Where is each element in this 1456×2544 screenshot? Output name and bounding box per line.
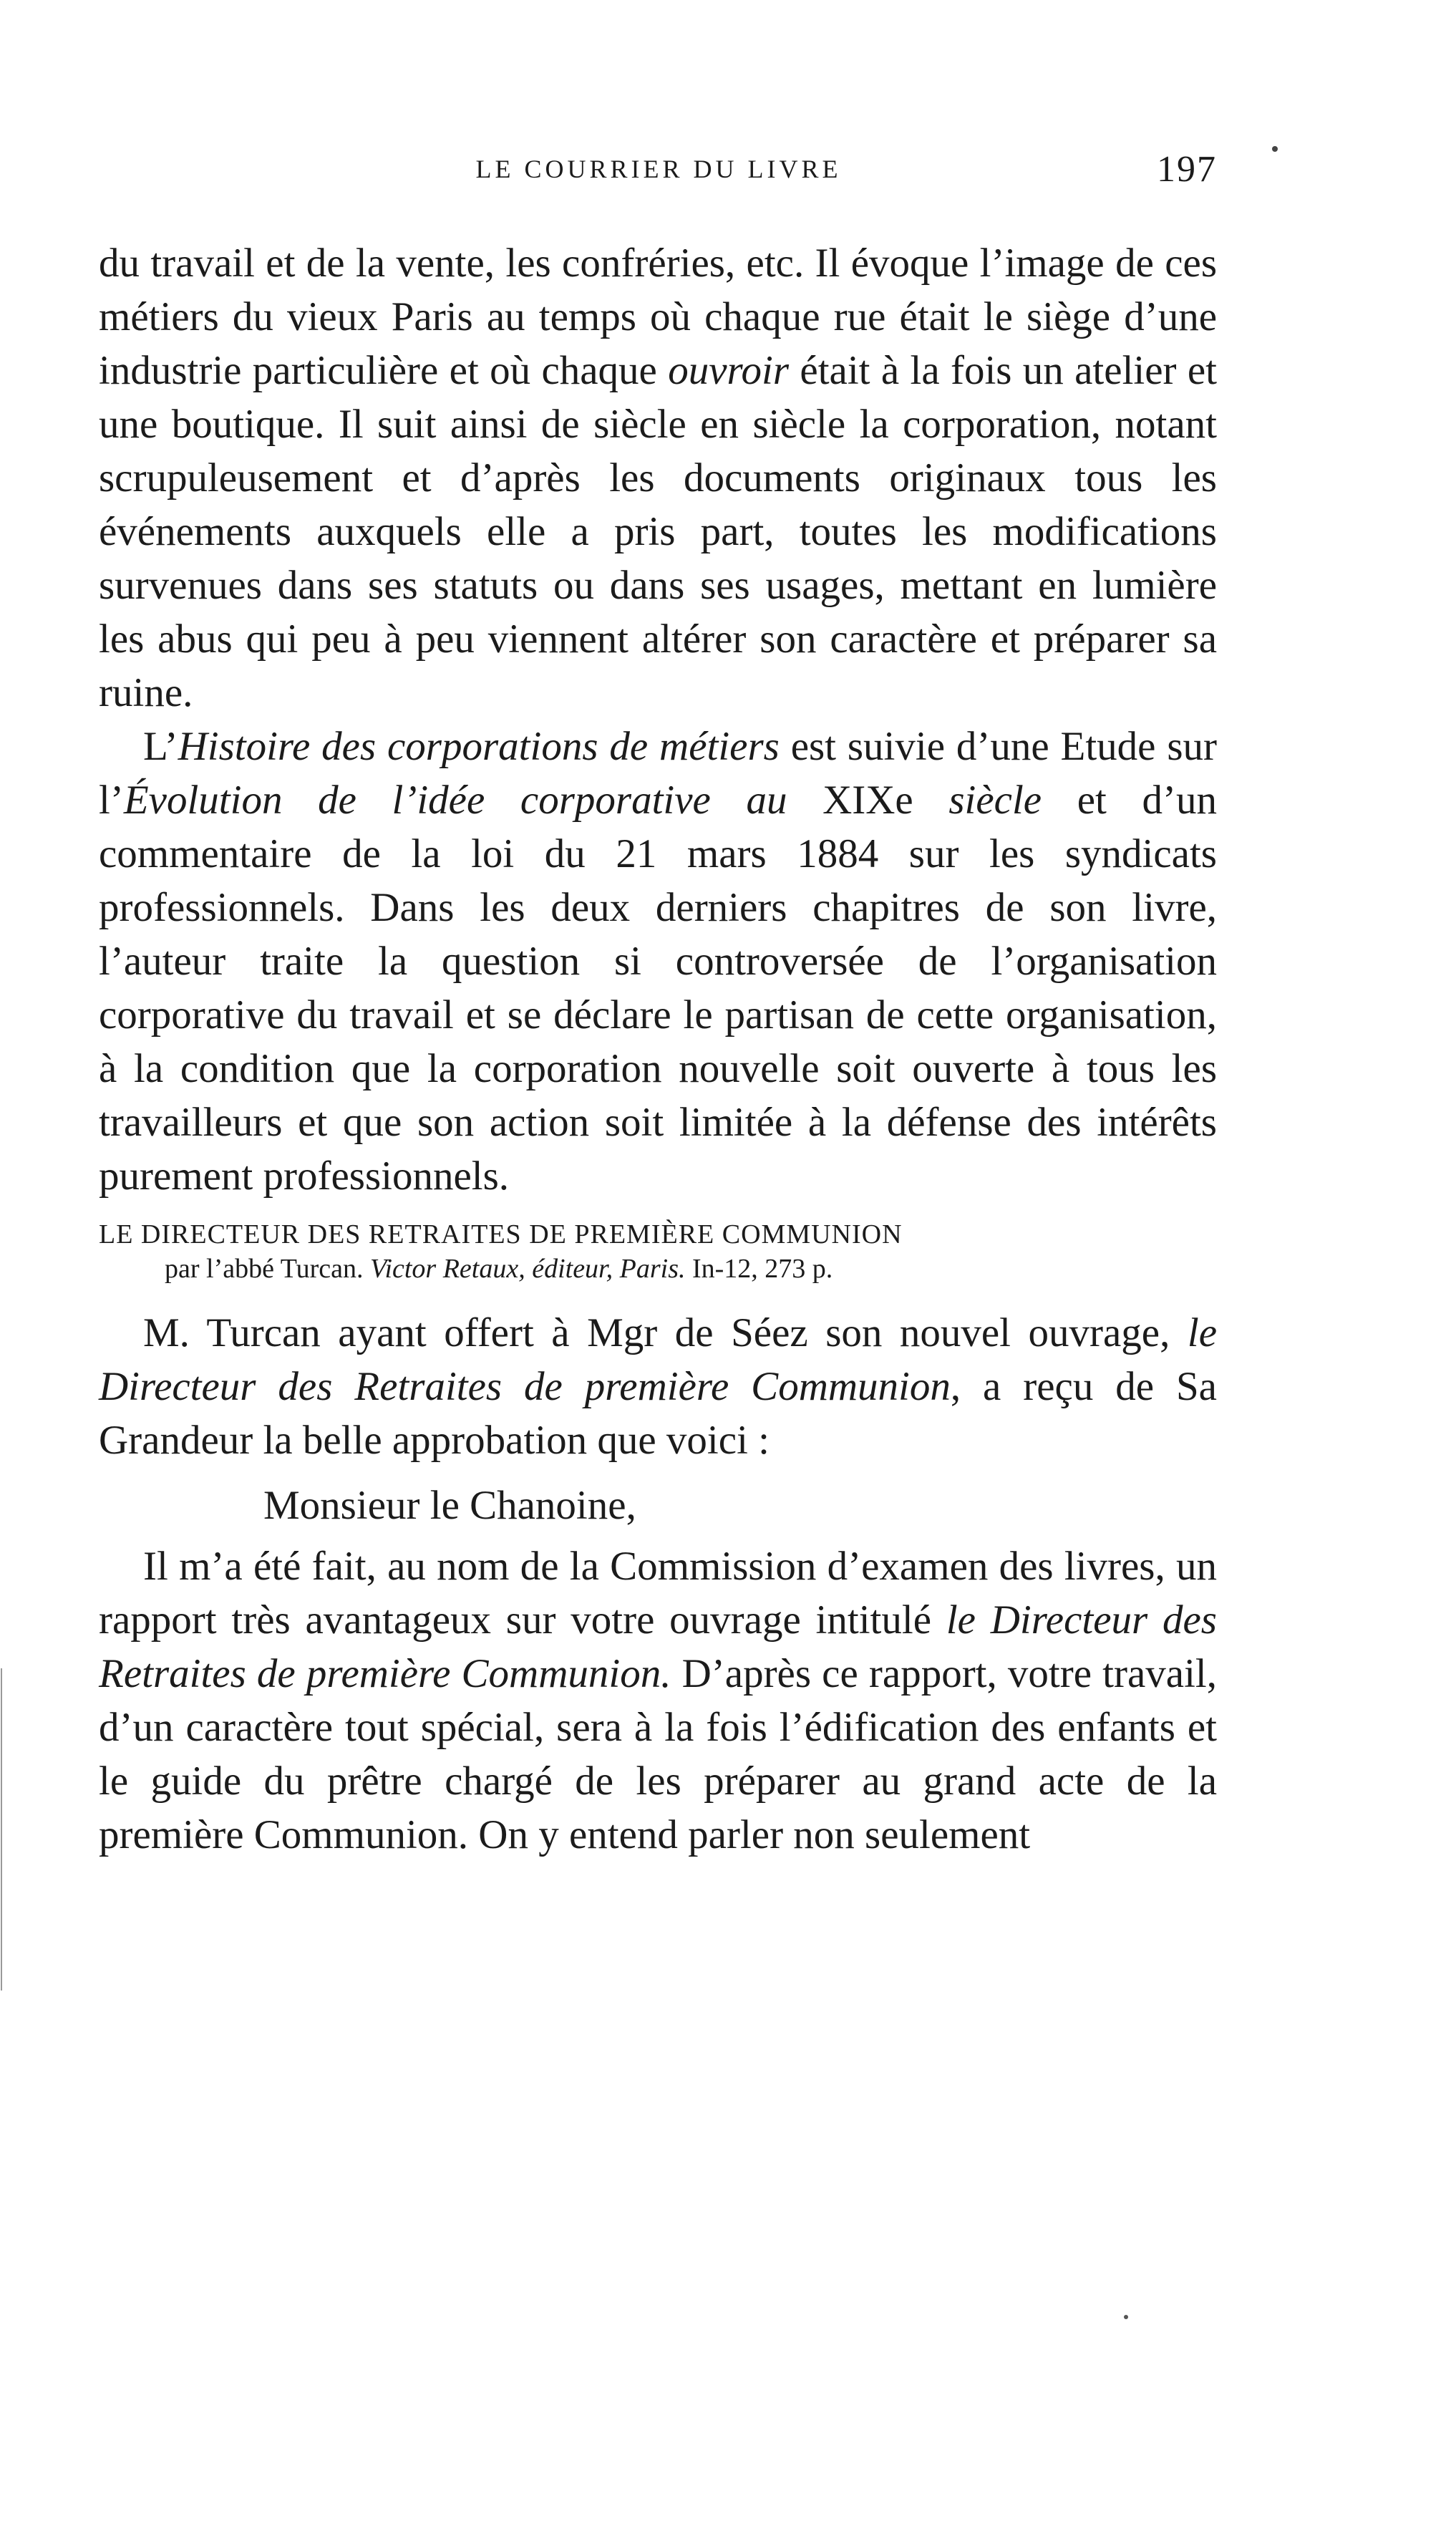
paragraph-2-text-b: est suivie d’une Etude sur l’ (99, 724, 1218, 823)
review-author: par l’abbé Turcan. (165, 1254, 364, 1284)
paragraph-2 (99, 720, 1217, 1203)
letter-italic-title: le Directeur des Retraites de première Communion. (99, 1597, 1217, 1696)
body-text (99, 236, 1217, 1862)
running-head: LE COURRIER DU LIVRE (475, 155, 842, 183)
letter-salutation: Monsieur le Chanoine, (263, 1483, 636, 1528)
paragraph-3-text-b: , a reçu de Sa Grandeur la belle approbation que voici : (99, 1364, 1217, 1463)
paragraph-2-text-d: et d’un commentaire de la loi du 21 mars 1884 sur les syndicats professionnels. Dans les deux derniers chapitres de son livre, l’auteur traite la question si controversée de l’organisation corporative du travail et se déclare le partisan de cette organisation, à la condition que la corporation nouvelle soit ouverte à tous les travailleurs et que son action soit limitée à la défense des intérêts purement professionnels. (99, 778, 1217, 1199)
letter-paragraph (99, 1539, 1217, 1862)
paragraph-2-italic-histoire: Histoire des corporations de métiers (178, 724, 780, 769)
paragraph-1-text-b: était à la fois un atelier et une boutique. Il suit ainsi de siècle en siècle la corporation, notant scrupuleusement et d’après les documents originaux tous les événements auxquels elle a pris part, toutes les modifications survenues dans ses statuts ou dans ses usages, mettant en lumière les abus qui peu à peu viennent altérer son caractère et préparer sa ruine. (99, 348, 1217, 715)
letter-text-b: D’après ce rapport, votre travail, d’un caractère tout spécial, sera à la fois l’édification des enfants et le guide du prêtre chargé de les préparer au grand acte de la première Communion. On y entend parler non seulement (99, 1651, 1217, 1857)
paragraph-1-text-a: du travail et de la vente, les confréries, etc. Il évoque l’image de ces métiers du vieux Paris au temps où chaque rue était le siège d’une industrie particulière et où chaque (99, 241, 1217, 393)
paragraph-1-italic-ouvroir: ouvroir (668, 348, 790, 393)
review-byline (99, 1252, 1217, 1286)
letter-text-a: Il m’a été fait, au nom de la Commission d’examen des livres, un rapport très avantageux sur votre ouvrage intitulé (99, 1544, 1217, 1643)
paragraph-3-text-a: M. Turcan ayant offert à Mgr de Séez son nouvel ouvrage, (143, 1310, 1188, 1355)
paragraph-1 (99, 236, 1217, 720)
review-publisher: Victor Retaux, éditeur, Paris. (370, 1254, 686, 1284)
paragraph-3-italic-title: le Directeur des Retraites de première Communion (99, 1310, 1217, 1409)
speck-top-right (1272, 146, 1278, 152)
paragraph-2-text-c: XIXe (787, 778, 949, 823)
paragraph-3 (99, 1306, 1217, 1467)
page-number: 197 (1157, 149, 1217, 190)
paragraph-2-italic-evolution: Évolution de l’idée corporative au (123, 778, 787, 823)
page-header (100, 149, 1217, 197)
paragraph-2-text-a: L’ (143, 724, 178, 769)
paragraph-2-italic-siecle: siècle (948, 778, 1042, 823)
review-heading (99, 1217, 1217, 1286)
review-title: LE DIRECTEUR DES RETRAITES DE PREMIÈRE COMMUNION (99, 1219, 903, 1249)
review-format: In-12, 273 p. (691, 1254, 833, 1284)
speck-bottom (1124, 2315, 1128, 2319)
